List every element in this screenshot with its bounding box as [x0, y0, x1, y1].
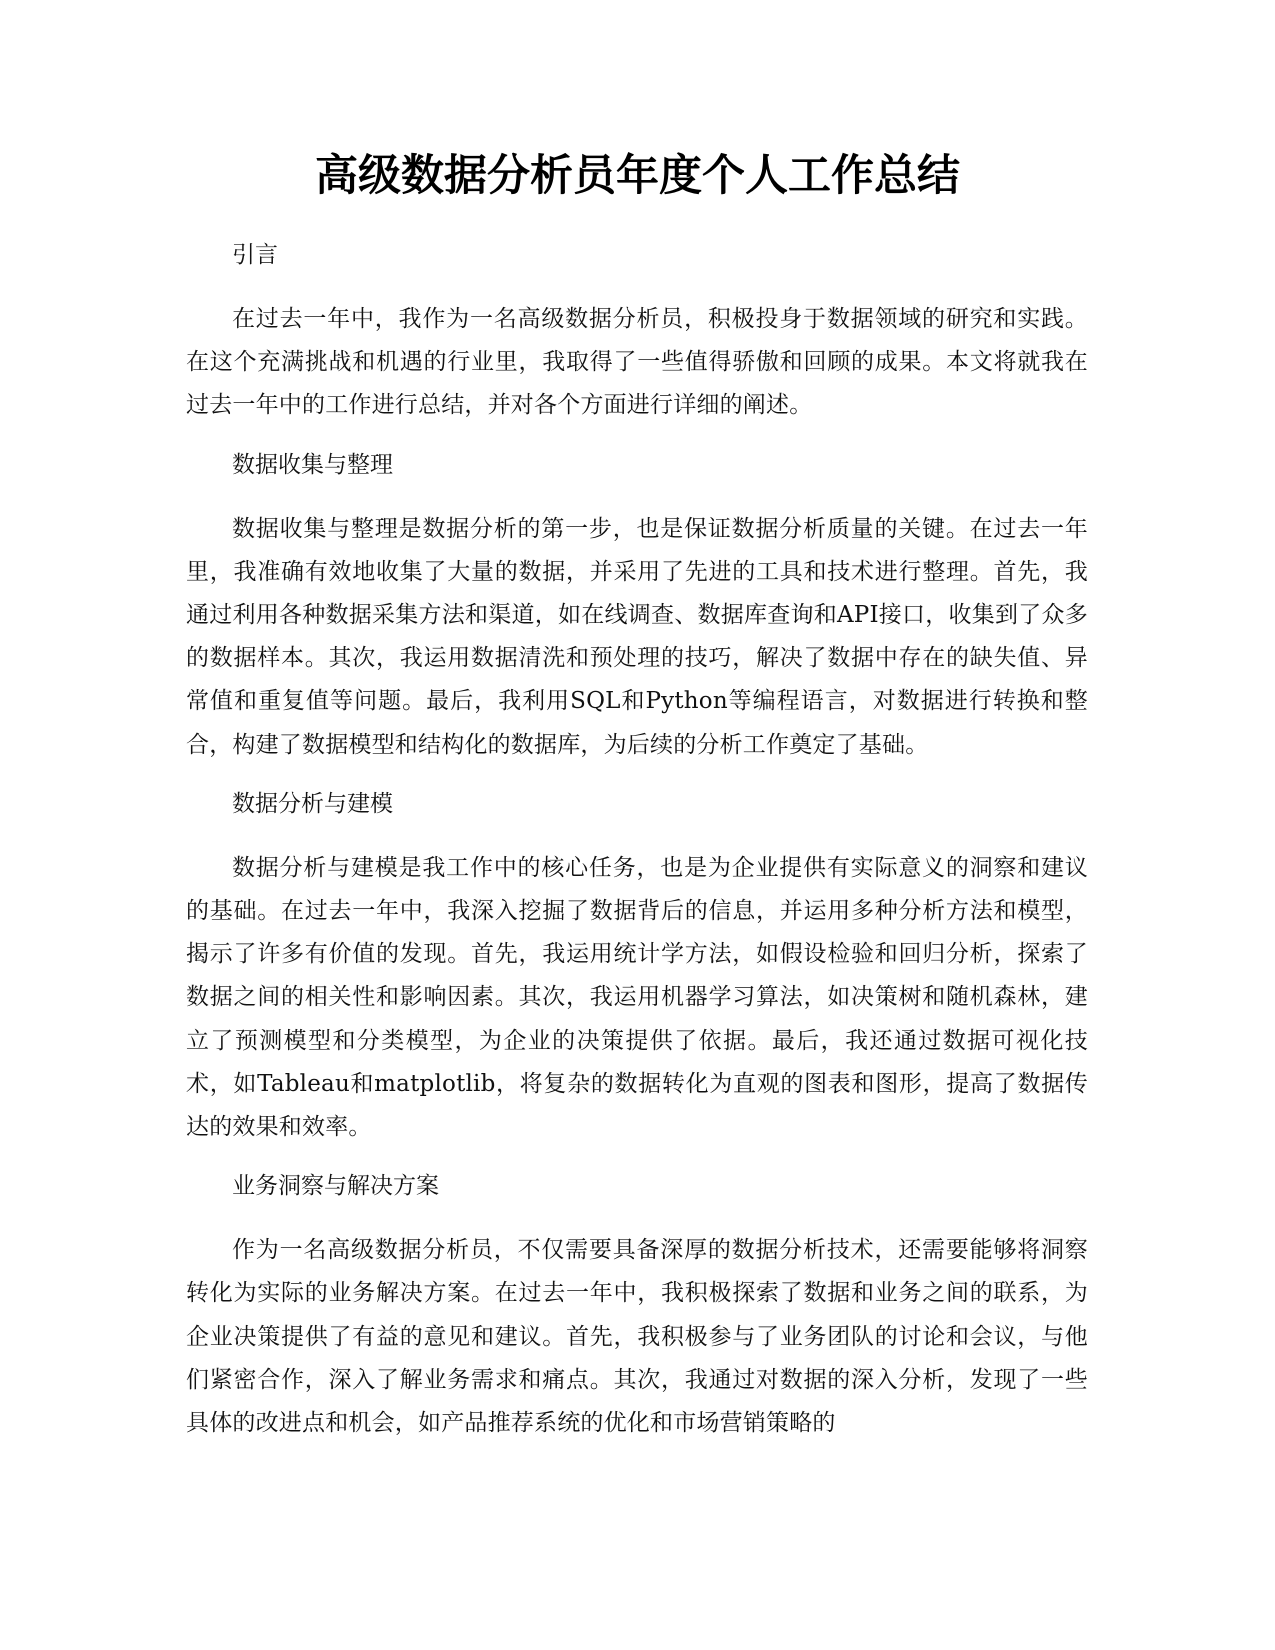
- section-heading-data-collection: 数据收集与整理: [232, 451, 393, 478]
- section-heading-introduction: 引言: [232, 242, 278, 268]
- section-heading-data-analysis: 数据分析与建模: [232, 790, 393, 817]
- section-body-data-collection: 数据收集与整理是数据分析的第一步，也是保证数据分析质量的关键。在过去一年里，我准确有效地收集了大量的数据，并采用了先进的工具和技术进行整理。首先，我通过利用各种数据采集方法和渠道，如在线调查、数据库查询和API接口，收集到了众多的数据样本。其次，我运用数据清洗和预处理的技巧，解决了数据中存在的缺失值、异常值和重复值等问题。最后，我利用SQL和Python等编程语言，对数据进行转换和整合，构建了数据模型和结构化的数据库，为后续的分析工作奠定了基础。: [186, 515, 1088, 758]
- document-title: 高级数据分析员年度个人工作总结: [315, 151, 960, 201]
- section-body-business-insight: 作为一名高级数据分析员，不仅需要具备深厚的数据分析技术，还需要能够将洞察转化为实际的业务解决方案。在过去一年中，我积极探索了数据和业务之间的联系，为企业决策提供了有益的意见和建议。首先，我积极参与了业务团队的讨论和会议，与他们紧密合作，深入了解业务需求和痛点。其次，我通过对数据的深入分析，发现了一些具体的改进点和机会，如产品推荐系统的优化和市场营销策略的: [186, 1237, 1088, 1437]
- section-body-data-analysis: 数据分析与建模是我工作中的核心任务，也是为企业提供有实际意义的洞察和建议的基础。在过去一年中，我深入挖掘了数据背后的信息，并运用多种分析方法和模型，揭示了许多有价值的发现。首先，我运用统计学方法，如假设检验和回归分析，探索了数据之间的相关性和影响因素。其次，我运用机器学习算法，如决策树和随机森林，建立了预测模型和分类模型，为企业的决策提供了依据。最后，我还通过数据可视化技术，如Tableau和matplotlib，将复杂的数据转化为直观的图表和图形，提高了数据传达的效果和效率。: [186, 854, 1088, 1141]
- document-body: [186, 242, 1088, 1445]
- section-heading-business-insight: 业务洞察与解决方案: [232, 1173, 439, 1200]
- section-body-introduction: 在过去一年中，我作为一名高级数据分析员，积极投身于数据领域的研究和实践。在这个充满挑战和机遇的行业里，我取得了一些值得骄傲和回顾的成果。本文将就我在过去一年中的工作进行总结，并对各个方面进行详细的阐述。: [186, 306, 1088, 419]
